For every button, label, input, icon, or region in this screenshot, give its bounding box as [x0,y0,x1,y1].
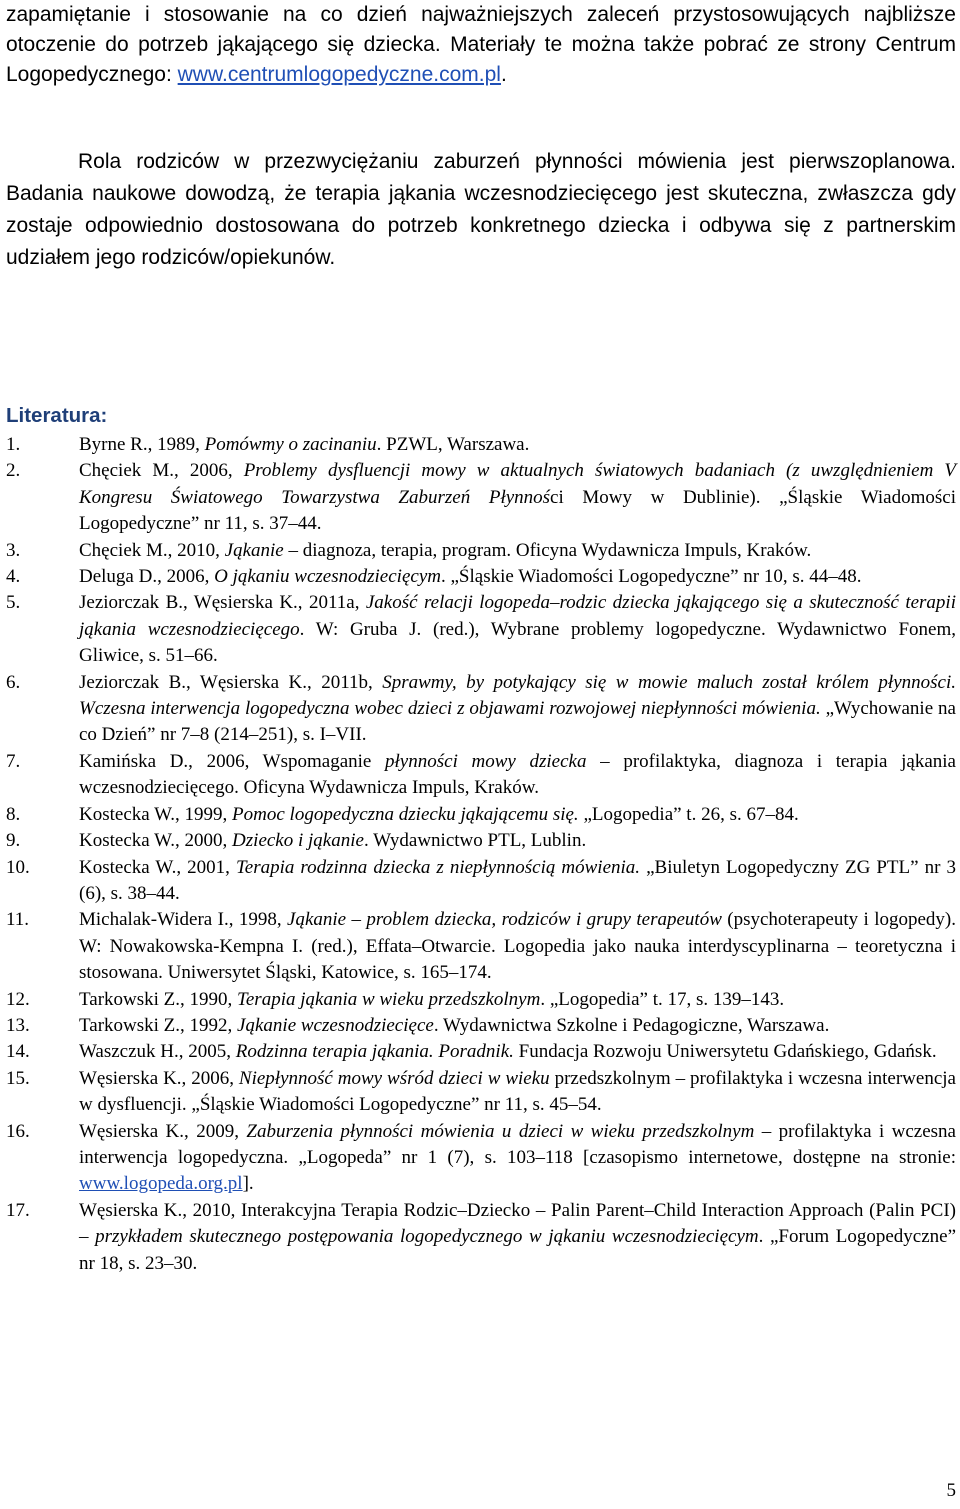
reference-title: Jakość relacji logopeda–rodzic dziecka jąkającego się a skuteczność terapii jąkania wczesnodziecięcego [79,592,956,640]
reference-text: . Wydawnictwo PTL, Lublin. [363,830,587,852]
reference-number: 9. [6,830,21,852]
reference-number: 1. [6,434,21,455]
reference-title: przykładem skutecznego postępowania logopedycznego w jąkaniu wczesnodziecięcym [95,1226,759,1248]
reference-text: Waszczuk H., 2005, [79,1041,236,1063]
reference-number: 5. [6,592,21,614]
reference-text: Byrne R., 1989, [79,434,205,455]
reference-text: . „Śląskie Wiadomości Logopedyczne” nr 10, s. 44–48. [440,566,862,588]
logopeda-link[interactable]: www.logopeda.org.pl [79,1173,243,1195]
reference-title: Terapia jąkania w wieku przedszkolnym [237,988,541,1010]
reference-number: 10. [6,856,30,878]
reference-text: Chęciek M., 2010, [79,539,225,561]
reference-item [6,564,956,590]
reference-item [6,1066,956,1119]
centrum-logopedyczne-link[interactable]: www.centrumlogopedyczne.com.pl [177,63,501,86]
reference-title: Jąkanie – problem dziecka, rodziców i grupy terapeutów [287,909,722,931]
literature-heading: Literatura: [6,404,108,427]
reference-number: 3. [6,539,21,561]
reference-text: „Wychowanie na co Dzień” nr 7–8 (214–251), s. I–VII. [79,698,956,746]
reference-text: Węsierska K., 2009, [79,1120,247,1142]
reference-text: Chęciek M., 2006, [79,460,244,482]
reference-item [6,1039,956,1065]
intro-paragraph-1 [6,0,956,90]
reference-text: Jeziorczak B., Węsierska K., 2011a, [79,592,366,614]
reference-text: Kostecka W., 2001, [79,856,236,878]
reference-text: Węsierska K., 2006, [79,1067,239,1089]
reference-text: Tarkowski Z., 1992, [79,1014,238,1036]
reference-title: Sprawmy, by potykający się w mowie maluch został królem płynności. Wczesna interwencja logopedyczna wobec dzieci z objawami rozwojowej niepłynności mówienia. [79,671,956,720]
reference-text: – profilaktyka, diagnoza i terapia jąkania wczesnodziecięcego. Oficyna Wydawnicza Impuls, Kraków. [79,750,956,799]
reference-text: ]. [242,1173,254,1195]
reference-number: 6. [6,671,21,693]
reference-title: O jąkaniu wczesnodziecięcym [214,566,441,588]
reference-text: – diagnoza, terapia, program. Oficyna Wydawnicza Impuls, Kraków. [283,539,812,561]
intro-paragraph-2: Rola rodziców w przezwyciężaniu zaburzeń płynności mówienia jest pierwszoplanowa. Badania naukowe dowodzą, że terapia jąkania wczesnodziecięcego jest skuteczna, zwłaszcza gdy zostaje odpowiednio dostosowana do potrzeb konkretnego dziecka i odbywa się z partnerskim udziałem jego rodziców/opiekunów. [6,150,956,269]
reference-item [6,907,956,986]
reference-item [6,432,956,458]
reference-number: 15. [6,1067,30,1089]
intro-paragraph-1-text: zapamiętanie i stosowanie na co dzień najważniejszych zaleceń przystosowujących najbliższe otoczenie do potrzeb jąkającego się dziecka. Materiały te można także pobrać ze strony Centrum Logopedycznego: [6,3,956,86]
reference-number: 7. [6,750,21,772]
reference-text: . „Forum Logopedyczne” nr 18, s. 23–30. [79,1226,956,1274]
reference-text: (psychoterapeuty i logopedy). W: Nowakowska-Kempna I. (red.), Effata–Otwarcie. Logopedia jako nauka interdyscyplinarna – teoretyczna i stosowana. Uniwersytet Śląski, Katowice, s. 165–174. [79,909,956,984]
reference-title: Problemy dysfluencji mowy w aktualnych światowych badaniach (z uwzględnieniem V Kongresu Światowego Towarzystwa Zaburzeń Płynnoś [79,460,956,508]
reference-item [6,1119,956,1198]
reference-text: – profilaktyka i wczesna interwencja logopedyczna. „Logopeda” nr 1 (7), s. 103–118 [czasopismo internetowe, dostępne na stronie: [79,1120,956,1168]
reference-text: . PZWL, Warszawa. [376,434,530,455]
reference-text: Kostecka W., 2000, [79,830,233,852]
reference-text: Deluga D., 2006, [79,566,215,588]
reference-item [6,458,956,537]
reference-item [6,749,956,802]
intro-text [6,0,956,90]
reference-text: . Wydawnictwa Szkolne i Pedagogiczne, Warszawa. [433,1014,830,1036]
page-number: 5 [946,1480,956,1501]
reference-item [6,828,956,854]
reference-item [6,1198,956,1277]
reference-text: „Biuletyn Logopedyczny ZG PTL” nr 3 (6), s. 38–44. [79,856,956,904]
intro-paragraph-1-end: . [500,63,507,86]
reference-text: przedszkolnym – profilaktyka i wczesna interwencja w dysfluencji. „Śląskie Wiadomości Logopedyczne” nr 11, s. 45–54. [79,1067,956,1116]
reference-item [6,802,956,828]
reference-title: Dziecko i jąkanie [232,830,364,852]
reference-number: 8. [6,803,21,825]
reference-title: Jąkanie [224,539,284,561]
reference-number: 2. [6,460,21,482]
reference-text: Tarkowski Z., 1990, [79,988,238,1010]
reference-text: Jeziorczak B., Węsierska K., 2011b, [79,671,383,693]
reference-list [6,432,956,1277]
intro-paragraph-2-block [6,146,956,274]
reference-item [6,855,956,908]
reference-number: 11. [6,909,30,931]
reference-title: płynności mowy dziecka [385,750,587,772]
reference-number: 12. [6,988,30,1010]
reference-text: Kamińska D., 2006, Wspomaganie [79,750,386,772]
reference-item [6,670,956,749]
reference-item [6,590,956,669]
reference-text: ci Mowy w Dublinie). „Śląskie Wiadomości Logopedyczne” nr 11, s. 37–44. [79,486,956,535]
reference-number: 17. [6,1199,30,1221]
reference-text: Kostecka W., 1999, [79,803,233,825]
reference-text: Michalak-Widera I., 1998, [79,909,288,931]
reference-text: . W: Gruba J. (red.), Wybrane problemy logopedyczne. Wydawnictwo Fonem, Gliwice, s. 51–66. [79,618,956,667]
reference-text: „Logopedia” t. 26, s. 67–84. [578,803,799,825]
reference-title: Zaburzenia płynności mówienia u dzieci w wieku przedszkolnym [246,1120,755,1142]
reference-text: . „Logopedia” t. 17, s. 139–143. [540,988,785,1010]
reference-title: Jąkanie wczesnodziecięce [237,1014,434,1036]
reference-title: Niepłynność mowy wśród dzieci w wieku [238,1067,550,1089]
reference-title: Rodzinna terapia jąkania. Poradnik. [235,1041,514,1063]
reference-text: Węsierska K., 2010, Interakcyjna Terapia Rodzic–Dziecko – Palin Parent–Child Interaction Approach (Palin PCI) – [79,1199,956,1248]
reference-title: Terapia rodzinna dziecka z niepłynnością mówienia. [235,856,641,878]
reference-title: Pomówmy o zacinaniu [204,434,377,455]
reference-item [6,987,956,1013]
reference-number: 4. [6,566,21,588]
reference-item [6,538,956,564]
reference-text: Fundacja Rozwoju Uniwersytetu Gdańskiego, Gdańsk. [513,1041,937,1063]
reference-number: 16. [6,1120,30,1142]
reference-number: 14. [6,1041,30,1063]
reference-item [6,1013,956,1039]
reference-title: Pomoc logopedyczna dziecku jąkającemu się. [232,803,579,825]
reference-number: 13. [6,1014,30,1036]
